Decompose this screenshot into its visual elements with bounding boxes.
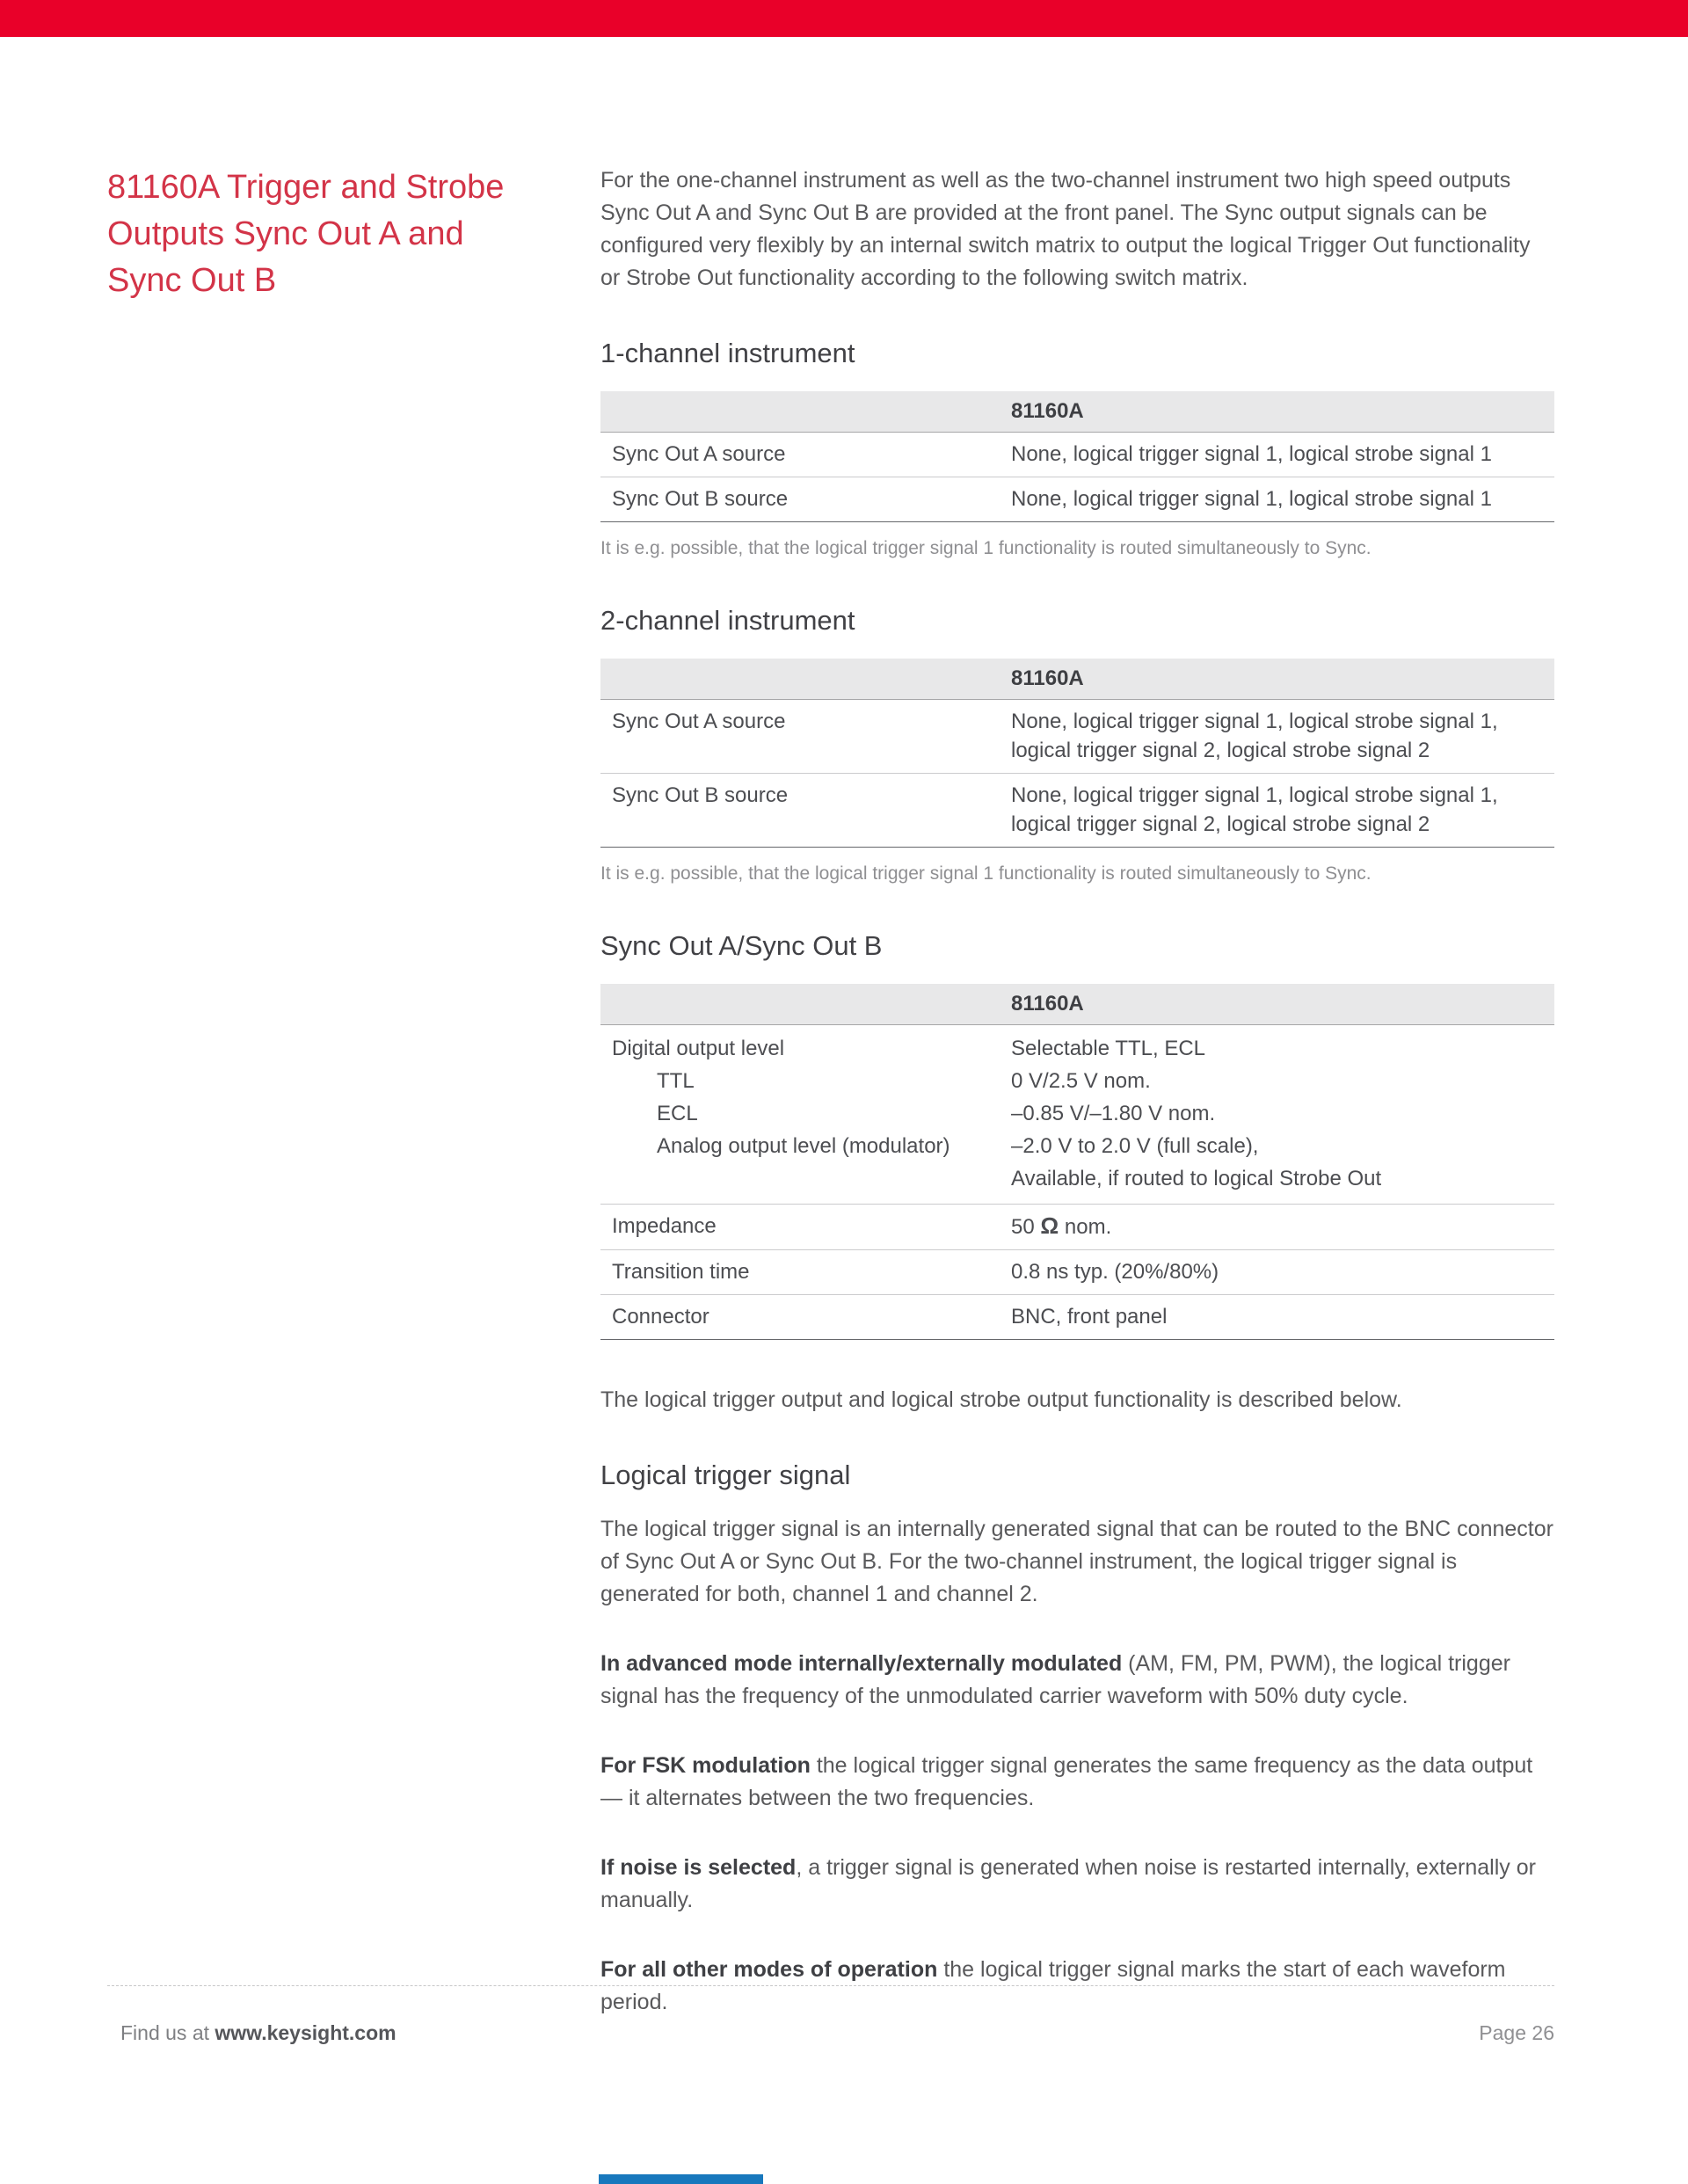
section-title-column	[107, 164, 600, 2056]
top-brand-bar	[0, 0, 1688, 37]
paragraph-rest: (AM, FM, PM, PWM), the logical trigger signal has the frequency of the unmodulated carrier waveform with 50% duty cycle.	[600, 1651, 1510, 1708]
row-value	[1011, 707, 1554, 765]
ohm-symbol: Ω	[1040, 1212, 1059, 1239]
logical-trigger-paragraph-3	[600, 1750, 1554, 1815]
bold-lead: For all other modes of operation	[600, 1957, 938, 1982]
table-row	[600, 774, 1554, 848]
row-value	[1011, 781, 1554, 839]
find-us-prefix: Find us at	[120, 2021, 215, 2044]
table-row	[600, 1250, 1554, 1295]
paragraph-rest: the logical trigger signal marks the start of each waveform period.	[600, 1957, 1506, 2014]
find-us-text	[120, 2021, 397, 2045]
row-label: Sync Out A source	[612, 710, 786, 733]
row-value: BNC, front panel	[1011, 1305, 1168, 1329]
table-footnote: It is e.g. possible, that the logical trigger signal 1 functionality is routed simultaneously to Sync.	[600, 863, 1372, 884]
table-row	[600, 433, 1554, 477]
row-label: Sync Out B source	[612, 783, 789, 807]
paragraph-rest: , a trigger signal is generated when noise is restarted internally, externally or manually.	[600, 1855, 1536, 1912]
row-value: None, logical trigger signal 1, logical strobe signal 1	[1011, 442, 1492, 466]
row-value: –0.85 V/–1.80 V nom.	[1011, 1102, 1216, 1125]
row-value: 0 V/2.5 V nom.	[1011, 1069, 1151, 1093]
table-row	[600, 477, 1554, 522]
row-label: TTL	[657, 1069, 695, 1093]
table-header-empty-cell	[600, 989, 1011, 1018]
row-label: Digital output level	[612, 1037, 785, 1060]
row-value: Selectable TTL, ECL	[1011, 1037, 1206, 1060]
table-row-group	[600, 1025, 1554, 1205]
page-footer	[107, 1985, 1554, 2045]
table-row	[600, 1205, 1554, 1250]
table-header-empty-cell	[600, 397, 1011, 426]
table-2-channel	[600, 659, 1554, 848]
row-value: 0.8 ns typ. (20%/80%)	[1011, 1260, 1219, 1284]
table-header-row	[600, 391, 1554, 433]
row-value	[1011, 1212, 1554, 1241]
heading-logical-trigger-signal: Logical trigger signal	[600, 1460, 851, 1490]
heading-1-channel-instrument: 1-channel instrument	[600, 338, 855, 368]
page-number: Page 26	[1479, 2021, 1554, 2044]
row-value: None, logical trigger signal 1, logical strobe signal 1	[1011, 487, 1492, 511]
logical-trigger-paragraph-2	[600, 1648, 1554, 1713]
impedance-unit: nom.	[1059, 1215, 1112, 1239]
page-body	[0, 37, 1688, 2056]
heading-sync-out-a-b: Sync Out A/Sync Out B	[600, 930, 883, 961]
bold-lead: In advanced mode internally/externally modulated	[600, 1651, 1123, 1676]
heading-2-channel-instrument: 2-channel instrument	[600, 605, 855, 636]
content-column	[600, 164, 1554, 2056]
keysight-website-link[interactable]: www.keysight.com	[215, 2021, 397, 2044]
table-footnote: It is e.g. possible, that the logical trigger signal 1 functionality is routed simultaneously to Sync.	[600, 538, 1372, 558]
table-column-header: 81160A	[1011, 666, 1084, 690]
table-subrow	[600, 1065, 1554, 1097]
table-subrow	[600, 1032, 1554, 1065]
table-header-row	[600, 984, 1554, 1025]
row-label: Transition time	[612, 1260, 750, 1284]
row-label: ECL	[657, 1102, 698, 1125]
logical-trigger-paragraph-1: The logical trigger signal is an internally generated signal that can be routed to the BNC connector of Sync Out A or Sync Out B. For the two-channel instrument, the logical trigger signal is generated for both, channel 1 and channel 2.	[600, 1517, 1553, 1606]
table-sync-out	[600, 984, 1554, 1340]
table-header-empty-cell	[600, 664, 1011, 693]
table-1-channel	[600, 391, 1554, 522]
table-column-header: 81160A	[1011, 992, 1084, 1016]
logical-trigger-paragraph-4	[600, 1852, 1554, 1917]
bold-lead: If noise is selected	[600, 1855, 797, 1880]
intro-paragraph: For the one-channel instrument as well as the two-channel instrument two high speed outputs Sync Out A and Sync Out B are provided at the front panel. The Sync output signals can be configured very flexibly by an internal switch matrix to output the logical Trigger Out functionality or Strobe Out functionality according to the following switch matrix.	[600, 168, 1531, 290]
page-title: 81160A Trigger and Strobe Outputs Sync Out A and Sync Out B	[107, 169, 505, 299]
functionality-paragraph: The logical trigger output and logical strobe output functionality is described below.	[600, 1387, 1402, 1412]
row-label: Connector	[612, 1305, 709, 1329]
row-value-line-2: logical trigger signal 2, logical strobe signal 2	[1011, 739, 1430, 762]
row-label: Sync Out A source	[612, 442, 786, 466]
table-subrow	[600, 1097, 1554, 1130]
table-column-header: 81160A	[1011, 399, 1084, 423]
table-subrow	[600, 1130, 1554, 1195]
bold-lead: For FSK modulation	[600, 1753, 811, 1778]
footer-accent-bar	[599, 2174, 763, 2184]
table-header-row	[600, 659, 1554, 700]
table-row	[600, 700, 1554, 774]
row-value-line-2: logical trigger signal 2, logical strobe signal 2	[1011, 812, 1430, 836]
row-value	[1011, 1130, 1554, 1195]
table-row	[600, 1295, 1554, 1340]
row-label: Sync Out B source	[612, 487, 789, 511]
row-value-line-2: Available, if routed to logical Strobe Out	[1011, 1167, 1382, 1190]
row-value-line-1: None, logical trigger signal 1, logical strobe signal 1,	[1011, 710, 1498, 733]
row-value-line-1: None, logical trigger signal 1, logical strobe signal 1,	[1011, 783, 1498, 807]
row-label: Analog output level (modulator)	[657, 1134, 950, 1158]
paragraph-rest: the logical trigger signal generates the same frequency as the data output — it alternates between the two frequencies.	[600, 1753, 1533, 1810]
impedance-value: 50	[1011, 1215, 1041, 1239]
row-label: Impedance	[612, 1214, 717, 1238]
row-value-line-1: –2.0 V to 2.0 V (full scale),	[1011, 1134, 1259, 1158]
